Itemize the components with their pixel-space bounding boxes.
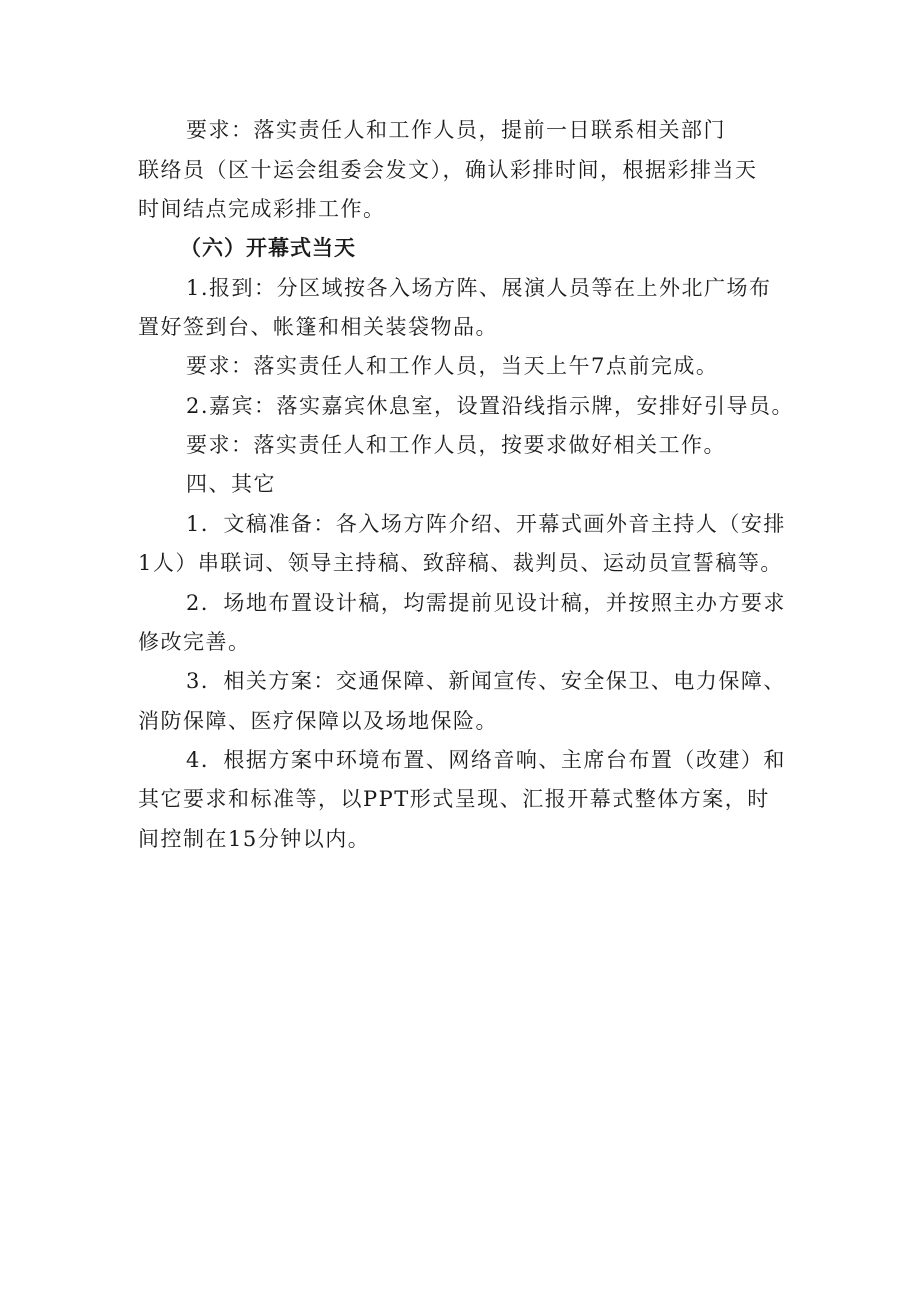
section-heading: 四、其它 <box>186 472 276 496</box>
paragraph-line: 置好签到台、帐篷和相关装袋物品。 <box>138 315 498 339</box>
paragraph-line: 2．场地布置设计稿，均需提前见设计稿，并按照主办方要求 <box>186 591 786 615</box>
paragraph-line: 消防保障、医疗保障以及场地保险。 <box>138 709 498 733</box>
paragraph-line: 3．相关方案：交通保障、新闻宣传、安全保卫、电力保障、 <box>186 669 786 693</box>
paragraph-line: 2.嘉宾：落实嘉宾休息室，设置沿线指示牌，安排好引导员。 <box>186 394 795 418</box>
paragraph-line: 要求：落实责任人和工作人员，提前一日联系相关部门 <box>186 118 726 142</box>
paragraph-line: 1．文稿准备：各入场方阵介绍、开幕式画外音主持人（安排 <box>186 512 786 536</box>
paragraph-line: 1人）串联词、领导主持稿、致辞稿、裁判员、运动员宣誓稿等。 <box>138 551 783 575</box>
section-heading: （六）开幕式当天 <box>180 236 356 260</box>
paragraph-line: 联络员（区十运会组委会发文），确认彩排时间，根据彩排当天 <box>138 158 758 182</box>
paragraph-line: 间控制在15分钟以内。 <box>138 827 371 851</box>
paragraph-line: 1.报到：分区域按各入场方阵、展演人员等在上外北广场布 <box>186 276 772 300</box>
paragraph-line: 4．根据方案中环境布置、网络音响、主席台布置（改建）和 <box>186 748 786 772</box>
paragraph-line: 要求：落实责任人和工作人员，当天上午7点前完成。 <box>186 354 719 378</box>
paragraph-line: 要求：落实责任人和工作人员，按要求做好相关工作。 <box>186 433 726 457</box>
paragraph-line: 其它要求和标准等，以PPT形式呈现、汇报开幕式整体方案，时 <box>138 787 770 811</box>
paragraph-line: 修改完善。 <box>138 630 251 654</box>
paragraph-line: 时间结点完成彩排工作。 <box>138 197 386 221</box>
